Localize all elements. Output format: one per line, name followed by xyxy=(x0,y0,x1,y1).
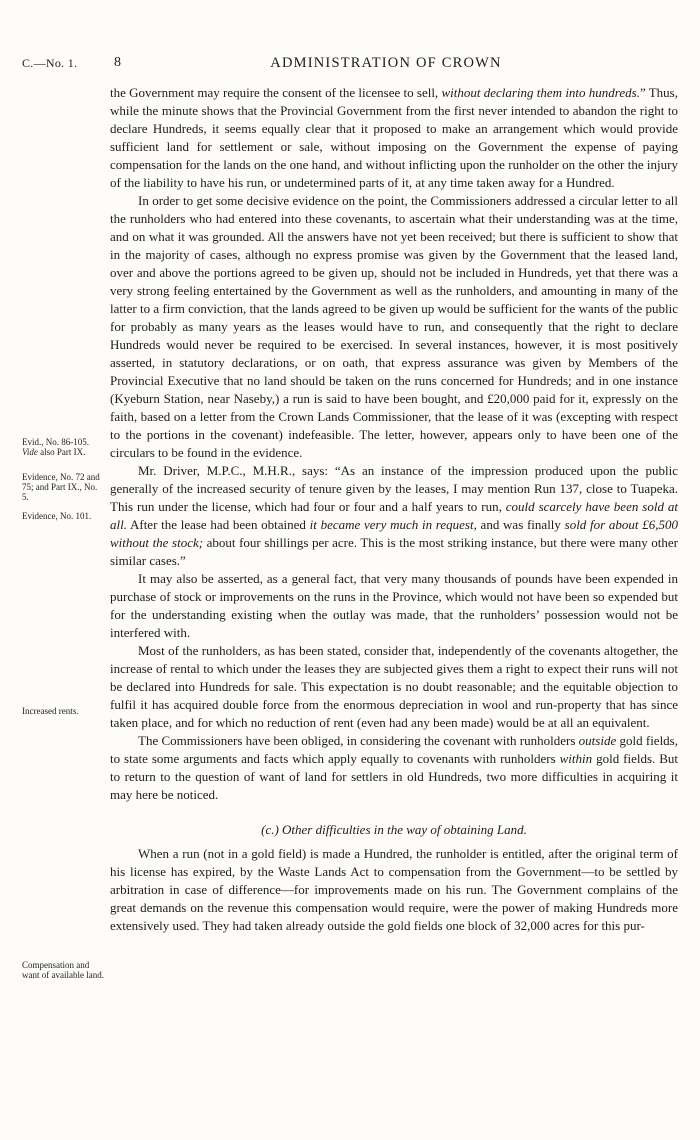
section-heading: (c.) Other difficulties in the way of obtaining Land. xyxy=(261,822,527,837)
margin-note-vide: Vide xyxy=(22,447,38,457)
section-spacer xyxy=(110,804,678,813)
p1-text-a: the Government may require the consent of the licensee to sell, xyxy=(110,85,442,100)
p3-italic-f: sold for about £6,500 without the stock; xyxy=(110,517,678,550)
p3-text-a: Mr. Driver, M.P.C., M.H.R., says: “As an instance of the impression produced upon the public generally of the increased security of tenure given by the leases, I may mention Run 137, close to Tuapeka. This run under the license, which had four or four and a half years to run, xyxy=(110,463,678,514)
p6-italic-b: outside xyxy=(578,733,617,748)
paragraph-4: It may also be asserted, as a general fact, that very many thousands of pounds have been expended in purchase of stock or improvements on the runs in the Province, which would not have been so expended but for the understanding existing when the outlay was made, that the runholders’ possession would not be interfered with. xyxy=(110,571,678,640)
margin-note-evidence-101: Evidence, No. 101. xyxy=(22,511,92,521)
body-text xyxy=(110,84,678,935)
margin-note-evid xyxy=(22,437,106,457)
paragraph-7: When a run (not in a gold field) is made a Hundred, the runholder is entitled, after the original term of his license has expired, by the Waste Lands Act to compensation from the Government—to be settled by arbitration in case of difference—for improvements made on his run. The Government complains of the great demands on the revenue this compensation would require, were the power of making Hundreds more extensively used. They had taken already outside the gold fields one block of 32,000 acres for this pur- xyxy=(110,846,678,933)
p6-text-e: gold fields. But to return to the question of want of land for settlers in old Hundreds, two more difficulties in acquiring it may here be noticed. xyxy=(110,751,679,802)
running-title: ADMINISTRATION OF CROWN xyxy=(270,55,502,71)
p6-text-a: The Commissioners have been obliged, in considering the covenant with runholders xyxy=(138,733,579,748)
margin-note-evid-line2 xyxy=(22,447,106,457)
paragraph-2: In order to get some decisive evidence on the point, the Commissioners addressed a circular letter to all the runholders who had entered into these covenants, to ascertain what their understanding was at the time, and on what it was grounded. All the answers have not yet been received; but there is sufficient to show that in the majority of cases, although no express promise was given by the Government that the leased land, over and above the portions agreed to be given up, should not be included in Hundreds, yet that there was a very strong feeling entertained by the Government as well as the runholders, and amounting in many of the latter to a firm conviction, that the lands agreed to be given up would be sufficient for the wants of the public for probably as many years as the leases would have to run, and consequently that the right to declare Hundreds would never be required to be exercised. In several instances, however, it is most positively asserted, in statutory declarations, or on oath, that express assurance was given by Members of the Provincial Executive that no land should be taken on the runs concerned for Hundreds; and in one instance (Kyeburn Station, near Naseby,) a run is said to have been bought, and £20,000 paid for it, expressly on the faith, based on a letter from the Crown Lands Commissioner, that the lease of it was (excepting with respect to the portions in the covenant) indefeasible. The letter, however, appears only to have been one of the circulars to be found in the evidence. xyxy=(110,193,678,460)
margin-note-part: also Part IX. xyxy=(37,447,86,457)
p1-italic: without declaring them into hundreds. xyxy=(441,85,640,100)
margin-note-evidence-72: Evidence, No. 72 and 75; and Part IX., No. 5. xyxy=(22,472,100,502)
p3-text-e: and was finally xyxy=(476,517,565,532)
p3-text-c: After the lease had been obtained xyxy=(126,517,310,532)
page-number: 8 xyxy=(114,55,121,70)
margin-note-increased-rents: Increased rents. xyxy=(22,706,79,716)
document-reference: C.—No. 1. xyxy=(22,56,78,70)
page-header xyxy=(22,56,680,78)
paragraph-3 xyxy=(110,462,678,570)
p3-text-g: about four shillings per acre. This is the most striking instance, but there were many other similar cases.” xyxy=(110,535,678,568)
margin-note-compensation: Compensation and want of available land. xyxy=(22,960,104,980)
paragraph-5: Most of the runholders, as has been stated, consider that, independently of the covenants altogether, the increase of rental to which under the leases they are subjected gives them a right to expect their runs will not be declared into Hundreds for sale. This expectation is no doubt reasonable; and the equitable objection to fulfil it has acquired double force from the enormous depreciation in wool and run-property that has since taken place, and for which no reduction of rent (even had any been made) would be at all an equivalent. xyxy=(110,643,678,730)
p3-italic-d: it became very much in request, xyxy=(309,517,477,532)
margin-note-evid-line1: Evid., No. 86-105. xyxy=(22,437,89,447)
p3-italic-b: could scarcely have been sold at all. xyxy=(110,499,678,532)
p6-italic-d: within xyxy=(559,751,593,766)
paragraph-1 xyxy=(110,84,678,192)
paragraph-6 xyxy=(110,732,678,804)
p1-text-c: ” Thus, while the minute shows that the Provincial Government from the first never intended to abandon the right to declare Hundreds, it seems equally clear that it proposed to make an arrangement which would provide sufficient land for settlement or sale, without imposing on the Government the expense of paying compensation for the lands on the one hand, and without inflicting upon the runholder on the other the injury of the liability to have his run, or undetermined parts of it, at any time taken away for a Hundred. xyxy=(110,85,678,190)
p6-text-c: gold fields, to state some arguments and facts which apply equally to covenants with runholders xyxy=(110,733,678,766)
